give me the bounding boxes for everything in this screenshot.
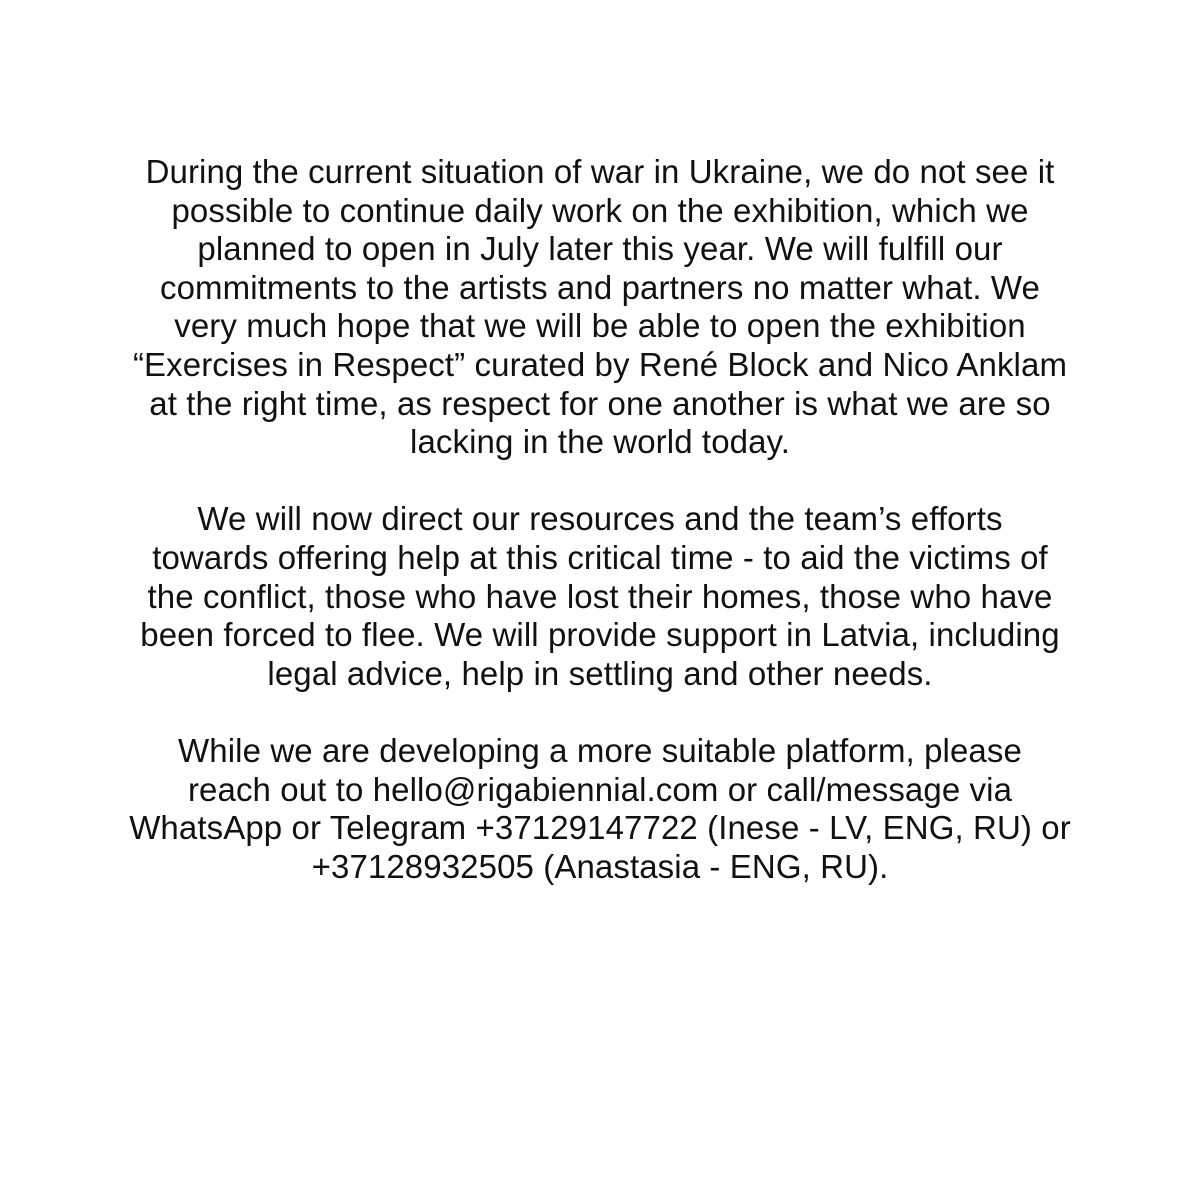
text-line: towards offering help at this critical time - to aid the victims of bbox=[152, 538, 1048, 576]
text-line: lacking in the world today. bbox=[410, 423, 790, 461]
statement-text bbox=[40, 153, 1160, 886]
text-line: We will now direct our resources and the team’s efforts bbox=[197, 500, 1003, 538]
text-line: commitments to the artists and partners no matter what. We bbox=[159, 268, 1041, 306]
text-line: WhatsApp or Telegram +37129147722 (Inese - LV, ENG, RU) or bbox=[129, 809, 1071, 847]
text-line: been forced to flee. We will provide support in Latvia, including bbox=[140, 616, 1060, 654]
text-line: “Exercises in Respect” curated by René Block and Nico Anklam bbox=[132, 345, 1068, 383]
text-line: very much hope that we will be able to open the exhibition bbox=[174, 307, 1026, 345]
text-line: the conflict, those who have lost their homes, those who have bbox=[147, 577, 1053, 615]
text-line: During the current situation of war in Ukraine, we do not see it bbox=[145, 153, 1055, 190]
text-line: While we are developing a more suitable platform, please bbox=[178, 731, 1022, 769]
paragraph-exhibition-postponed bbox=[40, 153, 1160, 462]
text-line: reach out to hello@rigabiennial.com or call/message via bbox=[187, 770, 1013, 808]
text-line: legal advice, help in settling and other needs. bbox=[267, 654, 933, 692]
text-line: possible to continue daily work on the exhibition, which we bbox=[171, 191, 1029, 229]
text-line: +37128932505 (Anastasia - ENG, RU). bbox=[311, 847, 889, 885]
paragraph-contact-info bbox=[40, 732, 1160, 886]
text-line: at the right time, as respect for one another is what we are so bbox=[149, 384, 1051, 422]
text-line: planned to open in July later this year. We will fulfill our bbox=[197, 230, 1003, 268]
paragraph-offering-help bbox=[40, 500, 1160, 693]
